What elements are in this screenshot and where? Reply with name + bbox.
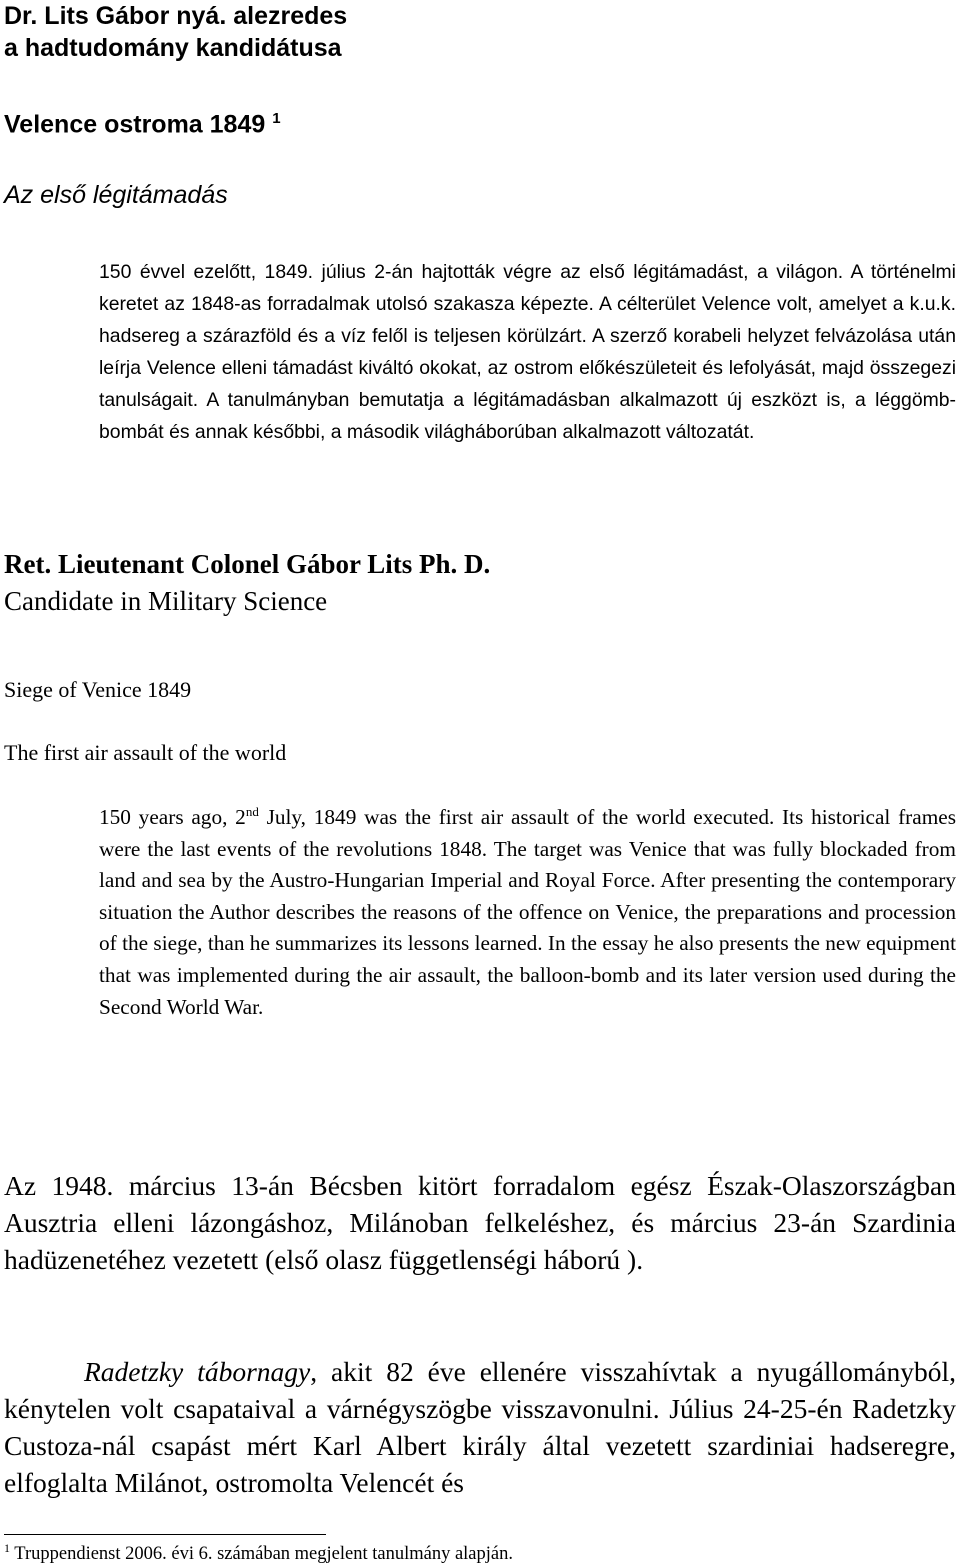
body-paragraph-2: [4, 1353, 956, 1501]
footnote-reference: 1: [272, 110, 281, 127]
en-abstract-part1: 150 years ago, 2: [99, 805, 246, 829]
hu-title-text: Velence ostroma 1849: [4, 110, 266, 139]
footnote: [4, 1541, 513, 1565]
en-abstract: [99, 802, 956, 1023]
body-paragraph-1: Az 1948. március 13-án Bécsben kitört forradalom egész Észak-Olaszországban Ausztria elleni lázongáshoz, Milánoban felkeléshez, és március 23-án Szardinia hadüzenetéhez vezetett (első olasz függetlenségi háború ).: [4, 1170, 956, 1275]
en-subtitle: The first air assault of the world: [4, 740, 287, 765]
hu-author-block: [4, 0, 347, 64]
en-abstract-part2: July, 1849 was the first air assault of the world executed. Its historical frames were the last events of the revolutions 1848. The target was Venice that was fully blockaded from land and sea by the Austro-Hungarian Imperial and Royal Force. After presenting the contemporary situation the Author describes the reasons of the offence on Venice, the preparations and procession of the siege, than he summarizes its lessons learned. In the essay he also presents the new equipment that was implemented during the air assault, the balloon-bomb and its later version used during the Second World War.: [99, 805, 957, 1019]
footnote-divider: [4, 1534, 326, 1535]
footnote-mark: 1: [4, 1541, 10, 1555]
hu-degree-line: a hadtudomány kandidátusa: [4, 34, 342, 62]
hu-abstract: 150 évvel ezelőtt, 1849. július 2-án hajtották végre az első légitámadást, a világon. A történelmi keretet az 1848-as forradalmak utolsó szakasza képezte. A célterület Velence volt, amelyet a k.u.k. hadsereg a szárazföld és a víz felől is teljesen körülzárt. A szerző korabeli helyzet felvázolása után leírja Velence elleni támadást kiváltó okokat, az ostrom előkészületeit és lefolyását, majd összegezi tanulságait. A tanulmányban bemutatja a légitámadásban alkalmazott új eszközt is, a léggömb-bombát és annak későbbi, a második világháborúban alkalmazott változatát.: [99, 261, 956, 443]
body-paragraph-2-italic: Radetzky tábornagy: [84, 1356, 311, 1387]
hu-author-line: Dr. Lits Gábor nyá. alezredes: [4, 2, 348, 30]
body-paragraph-2-rest: , akit 82 éve ellenére visszahívtak a nyugállományból, kénytelen volt csapataival a várnégyszögbe visszavonulni. Július 24-25-én Radetzky Custoza-nál csapást mért Karl Albert király által vezetett szardiniai hadseregre, elfoglalta Milánot, ostromolta Velencét és: [4, 1356, 956, 1498]
hu-article-title: [4, 110, 281, 139]
en-author-line: Ret. Lieutenant Colonel Gábor Lits Ph. D.: [4, 549, 491, 579]
en-abstract-ordinal: nd: [245, 803, 259, 819]
en-degree-line: Candidate in Military Science: [4, 586, 328, 616]
en-article-title: Siege of Venice 1849: [4, 677, 192, 702]
hu-subtitle: Az első légitámadás: [4, 181, 228, 209]
footnote-text: Truppendienst 2006. évi 6. számában megjelent tanulmány alapján.: [10, 1544, 513, 1565]
